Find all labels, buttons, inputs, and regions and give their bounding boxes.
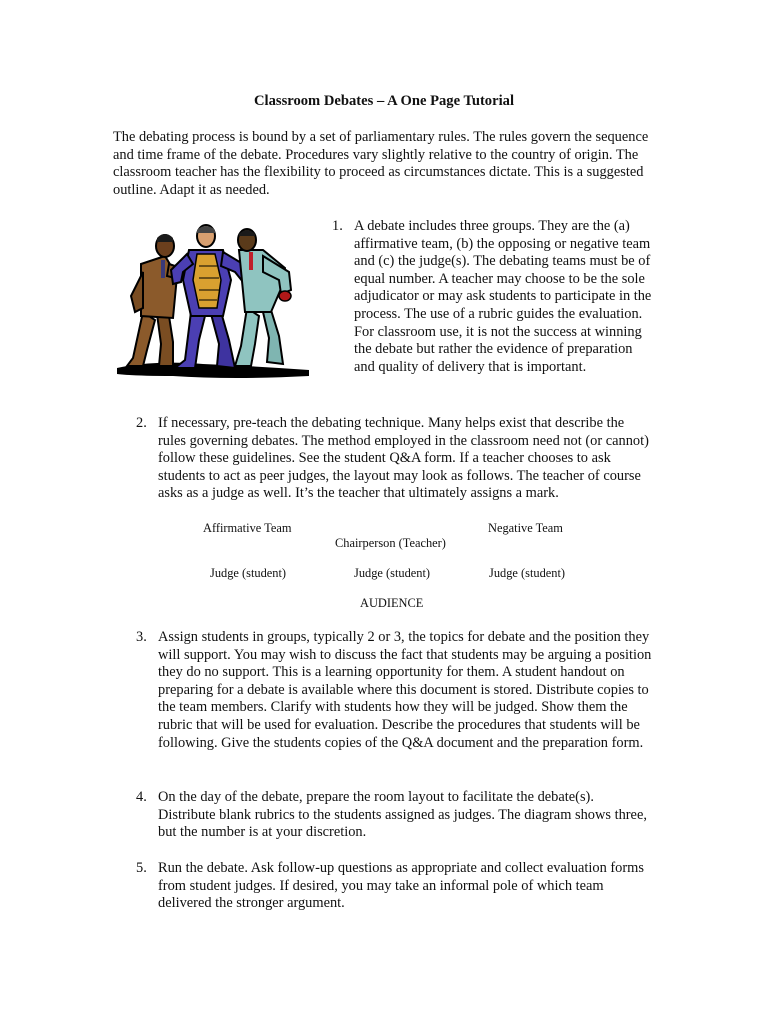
list-number: 5. [136, 860, 147, 876]
list-text: On the day of the debate, prepare the room layout to facilitate the debate(s). Distribute blank rubrics to the students assigned as judges. The diagram shows three, but the number is at your discretion. [158, 789, 647, 841]
list-number: 3. [136, 629, 147, 645]
list-number: 2. [136, 415, 147, 431]
page-title: Classroom Debates – A One Page Tutorial [254, 93, 514, 109]
right-debater-figure [235, 229, 291, 366]
chairperson-label: Chairperson (Teacher) [335, 536, 446, 550]
list-text: Run the debate. Ask follow-up questions as appropriate and collect evaluation forms from student judges. If desired, you may take an informal pole of which team delivered the stronger argument. [158, 860, 644, 912]
list-number: 1. [332, 218, 343, 234]
audience-label: AUDIENCE [360, 596, 424, 610]
affirmative-team-label: Affirmative Team [203, 521, 292, 535]
judge-left-label: Judge (student) [210, 566, 287, 580]
debaters-illustration [113, 220, 313, 380]
list-text: Assign students in groups, typically 2 or 3, the topics for debate and the position they will support. You may wish to discuss the fact that students may be arguing a position they do no support. This is a learning opportunity for them. A student handout on preparing for a debate is available where this document is stored. Distribute copies to the team members. Clarify with students how they will be judged. Show them the rubric that will be used for evaluation. Describe the procedures that students will be following. Give the students copies of the Q&A document and the preparation form. [158, 629, 652, 751]
negative-team-label: Negative Team [488, 521, 563, 535]
list-text: If necessary, pre-teach the debating technique. Many helps exist that describe the rules governing debates. The method employed in the classroom need not (or cannot) follow these guidelines. See the student Q&A form. If a teacher chooses to ask students to act as peer judges, the layout may look as follows. The teacher of course asks as a judge as well. It’s the teacher that ultimately assigns a mark. [158, 415, 649, 502]
judge-right-label: Judge (student) [489, 566, 566, 580]
intro-paragraph: The debating process is bound by a set of parliamentary rules. The rules govern the sequence and time frame of the debate. Procedures vary slightly relative to the country of origin. The classroom teacher has the flexibility to proceed as circumstances dictate. This is a suggested outline. Adapt it as needed. [113, 129, 649, 198]
list-number: 4. [136, 789, 147, 805]
list-text: A debate includes three groups. They are the (a) affirmative team, (b) the opposing or negative team and (c) the judge(s). The debating teams must be of equal number. A teacher may choose to be the sole adjudicator or may ask students to participate in the process. The use of a rubric guides the evaluation. For classroom use, it is not the success at winning the debate but rather the evidence of preparation and quality of delivery that is important. [354, 218, 652, 375]
judge-center-label: Judge (student) [354, 566, 431, 580]
